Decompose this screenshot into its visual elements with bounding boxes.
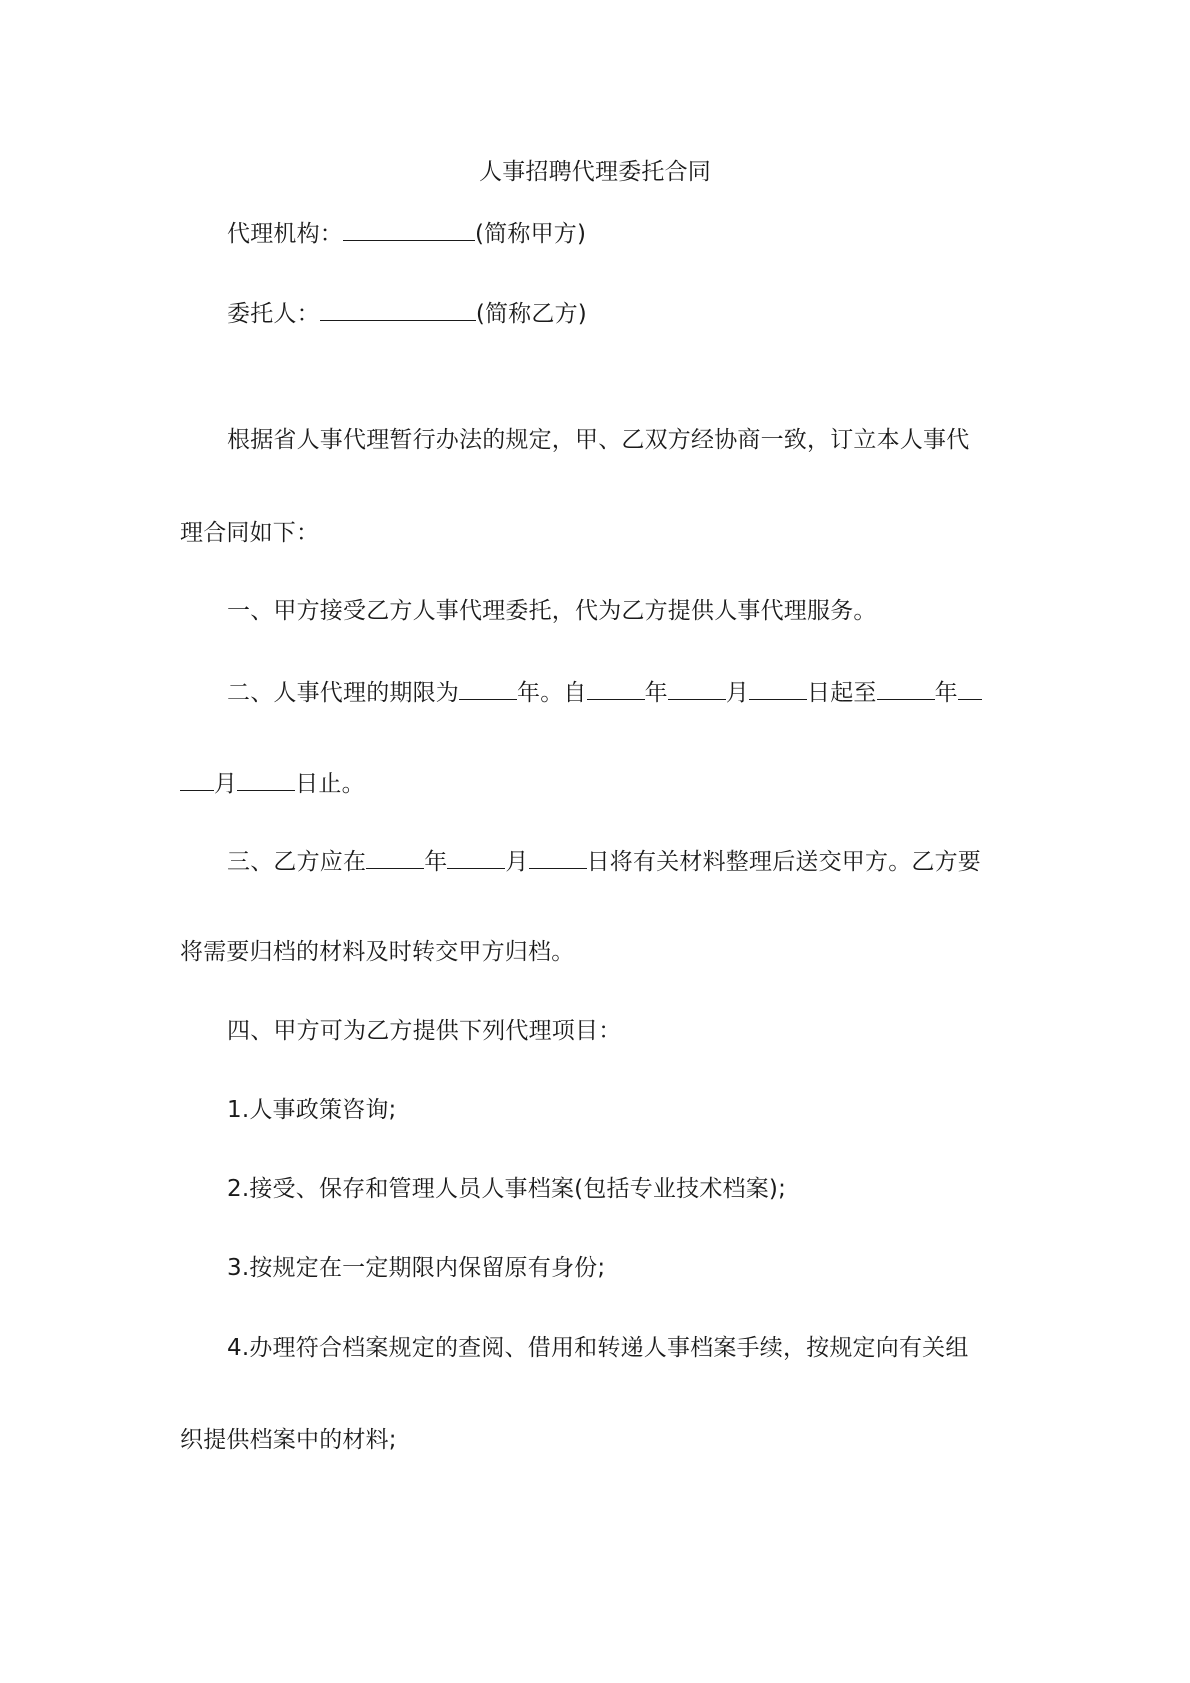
list-item-4-line-2: 织提供档案中的材料; bbox=[180, 1427, 397, 1453]
end-year-blank bbox=[877, 677, 935, 700]
clause-2-line-2 bbox=[180, 768, 365, 799]
end-month-blank-end bbox=[180, 768, 214, 791]
clause-3-text-4: 日将有关材料整理后送交甲方。乙方要 bbox=[586, 849, 982, 875]
end-day-blank bbox=[237, 768, 295, 791]
party-b-suffix: (简称乙方) bbox=[475, 301, 587, 327]
clause-3-text-1: 三、乙方应在 bbox=[227, 849, 367, 875]
clause-4-intro: 四、甲方可为乙方提供下列代理项目： bbox=[227, 1018, 622, 1044]
preamble-line-1: 根据省人事代理暂行办法的规定，甲、乙双方经协商一致，订立本人事代 bbox=[227, 427, 970, 453]
party-a-line bbox=[227, 218, 586, 249]
clause-2-text-3: 年 bbox=[644, 680, 668, 706]
term-years-blank bbox=[459, 677, 517, 700]
preamble-line-2: 理合同如下： bbox=[180, 520, 320, 546]
clause-3-line-1 bbox=[227, 846, 981, 877]
document-title: 人事招聘代理委托合同 bbox=[479, 159, 711, 185]
clause-2-text-7: 月 bbox=[214, 771, 238, 797]
clause-1: 一、甲方接受乙方人事代理委托，代为乙方提供人事代理服务。 bbox=[227, 598, 877, 624]
end-month-blank-start bbox=[958, 677, 982, 700]
start-year-blank bbox=[587, 677, 645, 700]
list-item: 2.接受、保存和管理人员人事档案(包括专业技术档案); bbox=[227, 1176, 787, 1202]
clause-3-line-2: 将需要归档的材料及时转交甲方归档。 bbox=[180, 939, 575, 965]
clause-3-text-2: 年 bbox=[424, 849, 448, 875]
party-a-blank bbox=[343, 218, 475, 241]
list-item: 1.人事政策咨询; bbox=[227, 1097, 397, 1123]
clause-2-text-2: 年。自 bbox=[517, 680, 587, 706]
clause-2-text-8: 日止。 bbox=[295, 771, 365, 797]
submit-day-blank bbox=[529, 846, 587, 869]
party-a-suffix: (简称甲方) bbox=[475, 221, 587, 247]
party-a-label: 代理机构： bbox=[227, 221, 343, 247]
submit-year-blank bbox=[366, 846, 424, 869]
clause-2-text-6: 年 bbox=[934, 680, 958, 706]
clause-2-text-4: 月 bbox=[725, 680, 750, 706]
clause-2-text-5: 日起至 bbox=[807, 680, 877, 706]
clause-2-line-1 bbox=[227, 677, 982, 708]
clause-3-text-3: 月 bbox=[505, 849, 529, 875]
party-b-label: 委托人： bbox=[227, 301, 320, 327]
submit-month-blank bbox=[447, 846, 505, 869]
list-item: 3.按规定在一定期限内保留原有身份; bbox=[227, 1255, 606, 1281]
list-item-4-line-1: 4.办理符合档案规定的查阅、借用和转递人事档案手续，按规定向有关组 bbox=[227, 1335, 969, 1361]
party-b-line bbox=[227, 298, 587, 329]
start-day-blank bbox=[749, 677, 807, 700]
party-b-blank bbox=[320, 298, 476, 321]
start-month-blank bbox=[668, 677, 726, 700]
clause-2-text-1: 二、人事代理的期限为 bbox=[227, 680, 459, 706]
